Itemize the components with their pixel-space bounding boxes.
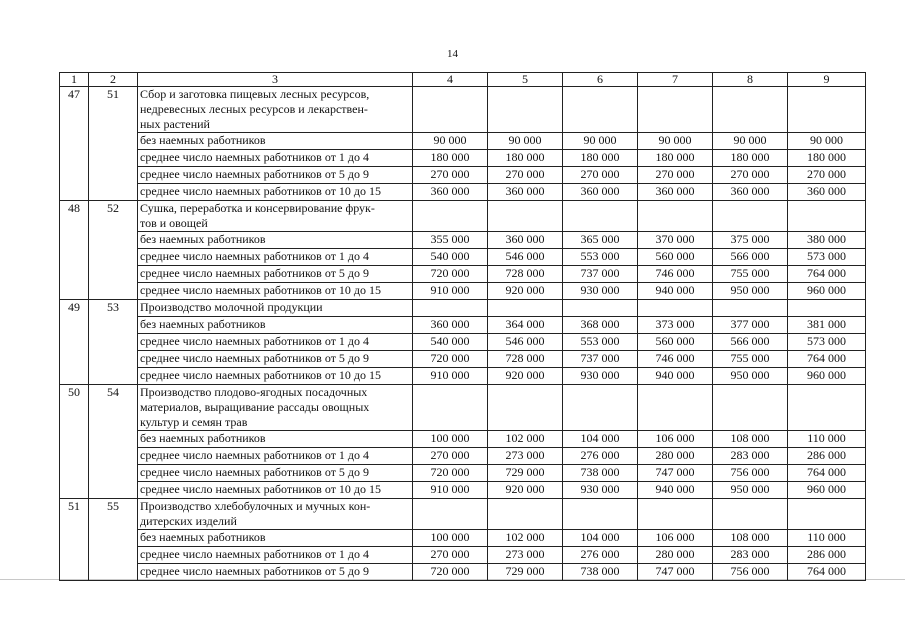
value-cell: 90 000: [488, 133, 563, 150]
row-label: среднее число наемных работников от 1 до 4: [138, 448, 413, 465]
row-label: среднее число наемных работников от 1 до 4: [138, 150, 413, 167]
activity-title-line: дитерских изделий: [140, 514, 237, 528]
value-cell: 106 000: [638, 431, 713, 448]
value-cell: 920 000: [488, 368, 563, 385]
row-label: среднее число наемных работников от 5 до 9: [138, 351, 413, 368]
activity-title-line: Производство молочной продукции: [140, 300, 323, 314]
value-cell: 950 000: [713, 368, 788, 385]
value-cell: 360 000: [638, 184, 713, 201]
value-cell: 560 000: [638, 249, 713, 266]
value-cell: 102 000: [488, 431, 563, 448]
table-row: [60, 283, 866, 300]
value-cell: 960 000: [788, 482, 866, 499]
value-cell: 102 000: [488, 530, 563, 547]
empty-cell: [788, 385, 866, 431]
row-label: среднее число наемных работников от 5 до 9: [138, 564, 413, 581]
value-cell: 90 000: [713, 133, 788, 150]
table-row: [60, 266, 866, 283]
value-cell: 360 000: [488, 232, 563, 249]
value-cell: 365 000: [563, 232, 638, 249]
activity-title-line: ных растений: [140, 117, 210, 131]
table-row: [60, 547, 866, 564]
value-cell: 940 000: [638, 368, 713, 385]
table-row: [60, 232, 866, 249]
value-cell: 104 000: [563, 530, 638, 547]
row-label: среднее число наемных работников от 10 до 15: [138, 283, 413, 300]
column-header: 5: [488, 73, 563, 87]
column-header: 9: [788, 73, 866, 87]
value-cell: 180 000: [788, 150, 866, 167]
column-header: 4: [413, 73, 488, 87]
value-cell: 960 000: [788, 368, 866, 385]
value-cell: 747 000: [638, 465, 713, 482]
value-cell: 546 000: [488, 249, 563, 266]
value-cell: 273 000: [488, 547, 563, 564]
table-row: [60, 431, 866, 448]
row-label: без наемных работников: [138, 431, 413, 448]
value-cell: 764 000: [788, 564, 866, 581]
value-cell: 720 000: [413, 564, 488, 581]
value-cell: 276 000: [563, 448, 638, 465]
empty-cell: [488, 201, 563, 232]
value-cell: 930 000: [563, 283, 638, 300]
table-row: [60, 351, 866, 368]
value-cell: 755 000: [713, 266, 788, 283]
table-row: [60, 530, 866, 547]
group-title-row: [60, 87, 866, 133]
table-body: [60, 73, 866, 581]
value-cell: 180 000: [413, 150, 488, 167]
row-label: среднее число наемных работников от 1 до 4: [138, 547, 413, 564]
empty-cell: [713, 87, 788, 133]
empty-cell: [788, 201, 866, 232]
empty-cell: [563, 499, 638, 530]
row-label: среднее число наемных работников от 10 до 15: [138, 368, 413, 385]
group-title-row: [60, 499, 866, 530]
empty-cell: [413, 201, 488, 232]
value-cell: 737 000: [563, 266, 638, 283]
value-cell: 106 000: [638, 530, 713, 547]
value-cell: 573 000: [788, 334, 866, 351]
value-cell: 738 000: [563, 564, 638, 581]
empty-cell: [563, 300, 638, 317]
value-cell: 738 000: [563, 465, 638, 482]
row-number: 50: [60, 385, 89, 499]
empty-cell: [788, 300, 866, 317]
row-label: без наемных работников: [138, 530, 413, 547]
empty-cell: [638, 300, 713, 317]
value-cell: 960 000: [788, 283, 866, 300]
value-cell: 270 000: [713, 167, 788, 184]
activity-title-line: Сбор и заготовка пищевых лесных ресурсов,: [140, 87, 370, 101]
empty-cell: [488, 300, 563, 317]
value-cell: 90 000: [413, 133, 488, 150]
empty-cell: [488, 499, 563, 530]
activity-title: [138, 201, 413, 232]
value-cell: 381 000: [788, 317, 866, 334]
table-row: [60, 482, 866, 499]
row-label: среднее число наемных работников от 1 до 4: [138, 334, 413, 351]
value-cell: 553 000: [563, 334, 638, 351]
empty-cell: [638, 201, 713, 232]
empty-cell: [713, 300, 788, 317]
empty-cell: [638, 87, 713, 133]
value-cell: 108 000: [713, 530, 788, 547]
value-cell: 728 000: [488, 351, 563, 368]
column-header: 3: [138, 73, 413, 87]
value-cell: 360 000: [488, 184, 563, 201]
value-cell: 364 000: [488, 317, 563, 334]
value-cell: 280 000: [638, 547, 713, 564]
value-cell: 180 000: [713, 150, 788, 167]
value-cell: 764 000: [788, 266, 866, 283]
value-cell: 553 000: [563, 249, 638, 266]
empty-cell: [788, 499, 866, 530]
table-row: [60, 249, 866, 266]
empty-cell: [413, 385, 488, 431]
value-cell: 286 000: [788, 448, 866, 465]
activity-title-line: недревесных лесных ресурсов и лекарствен-: [140, 102, 368, 116]
value-cell: 566 000: [713, 249, 788, 266]
row-number: 51: [60, 499, 89, 581]
value-cell: 540 000: [413, 249, 488, 266]
empty-cell: [413, 499, 488, 530]
activity-code: 53: [89, 300, 138, 385]
cost-table: [59, 72, 866, 581]
row-label: без наемных работников: [138, 133, 413, 150]
value-cell: 276 000: [563, 547, 638, 564]
value-cell: 108 000: [713, 431, 788, 448]
table-row: [60, 448, 866, 465]
value-cell: 737 000: [563, 351, 638, 368]
empty-cell: [563, 201, 638, 232]
value-cell: 747 000: [638, 564, 713, 581]
value-cell: 764 000: [788, 465, 866, 482]
value-cell: 764 000: [788, 351, 866, 368]
empty-cell: [638, 499, 713, 530]
value-cell: 756 000: [713, 465, 788, 482]
table-row: [60, 334, 866, 351]
activity-title: [138, 385, 413, 431]
value-cell: 270 000: [638, 167, 713, 184]
value-cell: 90 000: [638, 133, 713, 150]
value-cell: 373 000: [638, 317, 713, 334]
table-row: [60, 564, 866, 581]
table-row: [60, 184, 866, 201]
value-cell: 746 000: [638, 266, 713, 283]
activity-title-line: Сушка, переработка и консервирование фрук-: [140, 201, 375, 215]
value-cell: 283 000: [713, 547, 788, 564]
value-cell: 180 000: [563, 150, 638, 167]
row-label: среднее число наемных работников от 1 до 4: [138, 249, 413, 266]
column-header: 8: [713, 73, 788, 87]
column-header: 7: [638, 73, 713, 87]
value-cell: 360 000: [413, 184, 488, 201]
activity-code: 54: [89, 385, 138, 499]
value-cell: 280 000: [638, 448, 713, 465]
column-header: 1: [60, 73, 89, 87]
value-cell: 573 000: [788, 249, 866, 266]
value-cell: 910 000: [413, 482, 488, 499]
value-cell: 950 000: [713, 283, 788, 300]
activity-title-line: тов и овощей: [140, 216, 208, 230]
empty-cell: [788, 87, 866, 133]
empty-cell: [563, 385, 638, 431]
value-cell: 270 000: [788, 167, 866, 184]
value-cell: 270 000: [413, 167, 488, 184]
activity-title-line: материалов, выращивание рассады овощных: [140, 400, 370, 414]
empty-cell: [638, 385, 713, 431]
value-cell: 920 000: [488, 283, 563, 300]
row-label: среднее число наемных работников от 10 до 15: [138, 482, 413, 499]
value-cell: 110 000: [788, 530, 866, 547]
value-cell: 950 000: [713, 482, 788, 499]
table-row: [60, 317, 866, 334]
value-cell: 729 000: [488, 564, 563, 581]
table-row: [60, 150, 866, 167]
value-cell: 286 000: [788, 547, 866, 564]
row-number: 47: [60, 87, 89, 201]
row-label: без наемных работников: [138, 232, 413, 249]
empty-cell: [713, 385, 788, 431]
group-title-row: [60, 385, 866, 431]
value-cell: 100 000: [413, 431, 488, 448]
value-cell: 180 000: [488, 150, 563, 167]
value-cell: 910 000: [413, 368, 488, 385]
value-cell: 100 000: [413, 530, 488, 547]
value-cell: 729 000: [488, 465, 563, 482]
activity-title: [138, 499, 413, 530]
activity-title: [138, 300, 413, 317]
value-cell: 720 000: [413, 465, 488, 482]
value-cell: 540 000: [413, 334, 488, 351]
table-row: [60, 465, 866, 482]
activity-title-line: Производство плодово-ягодных посадочных: [140, 385, 368, 399]
value-cell: 546 000: [488, 334, 563, 351]
value-cell: 270 000: [563, 167, 638, 184]
value-cell: 377 000: [713, 317, 788, 334]
empty-cell: [713, 499, 788, 530]
group-title-row: [60, 300, 866, 317]
empty-cell: [713, 201, 788, 232]
value-cell: 940 000: [638, 482, 713, 499]
activity-title: [138, 87, 413, 133]
value-cell: 566 000: [713, 334, 788, 351]
row-label: среднее число наемных работников от 10 до 15: [138, 184, 413, 201]
value-cell: 90 000: [563, 133, 638, 150]
empty-cell: [413, 300, 488, 317]
value-cell: 360 000: [788, 184, 866, 201]
activity-title-line: Производство хлебобулочных и мучных кон-: [140, 499, 371, 513]
value-cell: 920 000: [488, 482, 563, 499]
value-cell: 368 000: [563, 317, 638, 334]
value-cell: 940 000: [638, 283, 713, 300]
table-row: [60, 368, 866, 385]
column-number-row: [60, 73, 866, 87]
row-number: 49: [60, 300, 89, 385]
row-label: среднее число наемных работников от 5 до 9: [138, 167, 413, 184]
value-cell: 910 000: [413, 283, 488, 300]
column-header: 2: [89, 73, 138, 87]
group-title-row: [60, 201, 866, 232]
value-cell: 755 000: [713, 351, 788, 368]
page-number: 14: [447, 48, 458, 60]
activity-title-line: культур и семян трав: [140, 415, 248, 429]
table-row: [60, 167, 866, 184]
row-label: среднее число наемных работников от 5 до 9: [138, 266, 413, 283]
activity-code: 55: [89, 499, 138, 581]
row-number: 48: [60, 201, 89, 300]
value-cell: 930 000: [563, 368, 638, 385]
empty-cell: [488, 87, 563, 133]
value-cell: 270 000: [488, 167, 563, 184]
value-cell: 746 000: [638, 351, 713, 368]
activity-code: 52: [89, 201, 138, 300]
empty-cell: [413, 87, 488, 133]
value-cell: 370 000: [638, 232, 713, 249]
value-cell: 728 000: [488, 266, 563, 283]
value-cell: 273 000: [488, 448, 563, 465]
empty-cell: [488, 385, 563, 431]
value-cell: 380 000: [788, 232, 866, 249]
row-label: без наемных работников: [138, 317, 413, 334]
value-cell: 270 000: [413, 448, 488, 465]
row-label: среднее число наемных работников от 5 до 9: [138, 465, 413, 482]
column-header: 6: [563, 73, 638, 87]
activity-code: 51: [89, 87, 138, 201]
value-cell: 720 000: [413, 351, 488, 368]
value-cell: 560 000: [638, 334, 713, 351]
value-cell: 110 000: [788, 431, 866, 448]
empty-cell: [563, 87, 638, 133]
value-cell: 360 000: [413, 317, 488, 334]
value-cell: 355 000: [413, 232, 488, 249]
table-row: [60, 133, 866, 150]
value-cell: 720 000: [413, 266, 488, 283]
value-cell: 375 000: [713, 232, 788, 249]
value-cell: 104 000: [563, 431, 638, 448]
value-cell: 270 000: [413, 547, 488, 564]
value-cell: 283 000: [713, 448, 788, 465]
value-cell: 360 000: [713, 184, 788, 201]
value-cell: 180 000: [638, 150, 713, 167]
value-cell: 360 000: [563, 184, 638, 201]
value-cell: 930 000: [563, 482, 638, 499]
value-cell: 756 000: [713, 564, 788, 581]
value-cell: 90 000: [788, 133, 866, 150]
